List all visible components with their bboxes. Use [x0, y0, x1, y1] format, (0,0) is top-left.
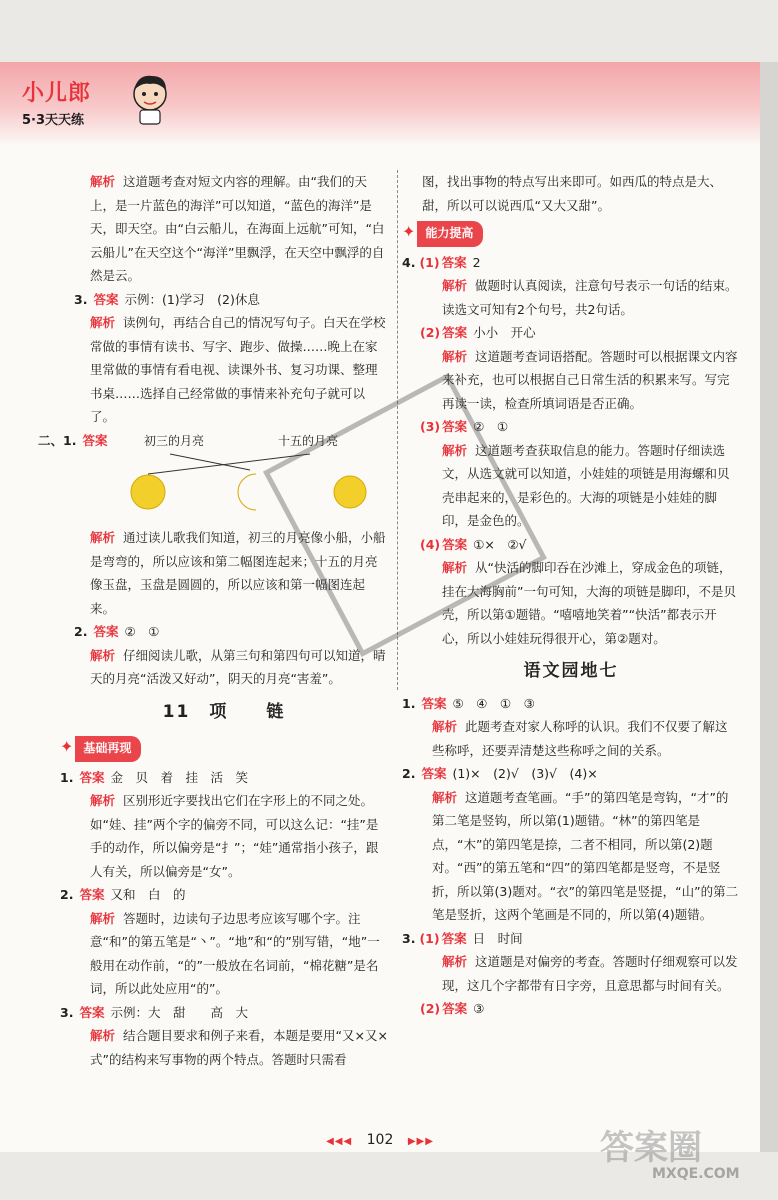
answer-text: 示例：(1)学习 (2)休息: [124, 291, 260, 307]
basic-question-1: [60, 766, 388, 790]
analysis-text: 这道题考查词语搭配。答题时可以根据课文内容来补充，也可以根据自己日常生活的积累来写。写完再读一读，检查所填词语是否正确。: [442, 348, 738, 411]
question-number: 2.: [402, 766, 416, 781]
match-line: [170, 454, 250, 470]
section-badge-ability: [402, 217, 740, 251]
analysis-continuation: 图，找出事物的特点写出来即可。如西瓜的特点是大、甜，所以可以说西瓜“又大又甜”。: [422, 174, 723, 213]
sub-number: (4): [420, 536, 441, 552]
garden-question-3-2: [402, 997, 740, 1021]
sub-number: (2): [420, 325, 441, 340]
analysis-text: 这道题是对偏旁的考查。答题时仔细观察可以发现，这几个字都带有日字旁，且意思都与时间有关。: [442, 954, 738, 993]
star-icon: ✦: [60, 737, 74, 756]
answer-text: ② ①: [473, 419, 509, 434]
arrows-right-icon: ▶▶▶: [407, 1136, 434, 1147]
analysis-block: [402, 950, 740, 997]
ability-question-4-2: [402, 321, 740, 345]
analysis-text: 结合题目要求和例子来看，本题是要用“又×又×式”的结构来写事物的两个特点。答题时只需看: [90, 1028, 388, 1067]
watermark-logo: 答案圈: [600, 1128, 702, 1168]
garden-title: 语文园地七: [523, 661, 619, 681]
basic-question-3: [60, 1001, 388, 1025]
analysis-text: 区别形近字要找出它们在字形上的不同之处。如“娃、挂”两个字的偏旁不同，可以这么记：“挂”是手的动作，所以偏旁是“扌”；“娃”通常指小孩子，跟人有关，所以偏旁是“女”。: [90, 793, 379, 879]
analysis-label: 解析: [90, 647, 116, 663]
answer-label: 答案: [79, 1004, 105, 1020]
answer-text: 小小 开心: [473, 325, 536, 340]
answer-label: 答案: [82, 432, 108, 448]
garden-question-2: [402, 762, 740, 786]
page-number: 102: [366, 1132, 394, 1148]
analysis-label: 解析: [90, 315, 116, 330]
analysis-text: 这道题考查笔画。“手”的第四笔是弯钩，“才”的第二笔是竖钩，所以第(1)题错。“林”的第四笔是点，“木”的第四笔是捺，二者不相同，所以第(2)题对。“西”的第五笔和“四”的第四笔都是竖弯，不是竖折，所以第(3)题对。“衣”的第四笔是竖提，“山”的第二笔是竖折，这两个笔画是不同的，所以第(4)题错。: [432, 789, 739, 922]
watermark-url: MXQE.COM: [652, 1166, 740, 1182]
logo-title: 小儿郎: [22, 81, 92, 106]
answer-text: 又和 白 的: [110, 887, 186, 902]
analysis-label: 解析: [442, 442, 468, 458]
analysis-block: [60, 907, 388, 1001]
analysis-label: 解析: [442, 278, 468, 293]
section-badge-basic: [60, 732, 388, 766]
lesson-title: 11 项 链: [162, 701, 286, 722]
analysis-text: 仔细阅读儿歌，从第三句和第四句可以知道，晴天的月亮“活泼又好动”，阴天的月亮“害羞”。: [90, 647, 386, 686]
analysis-block: [60, 170, 388, 288]
question-number: 3.: [74, 291, 88, 307]
badge-label: 基础再现: [75, 736, 141, 762]
answer-text: ⑤ ④ ① ③: [452, 695, 535, 711]
sub-number: (1): [419, 254, 440, 270]
question-number: 二、1.: [38, 432, 77, 448]
analysis-text: 这道题考查对短文内容的理解。由“我们的天上，是一片蓝色的海洋”可以知道，“蓝色的海洋”是天，即天空。由“白云船儿，在海面上远航”可知，“白云船儿”在天空这个“海洋”里飘浮，在天空中飘浮的自然是云。: [90, 174, 385, 283]
question-number: 3.: [402, 930, 416, 946]
answer-label: 答案: [421, 695, 447, 711]
answer-text: ①× ②√: [473, 536, 527, 552]
question-number: 2.: [60, 887, 74, 902]
analysis-label: 解析: [90, 1028, 116, 1043]
answer-text: 2: [472, 254, 481, 270]
logo-subtitle: 5·3天天练: [22, 113, 85, 128]
brand-logo: [22, 76, 91, 128]
analysis-label: 解析: [90, 530, 116, 545]
analysis-block: [402, 786, 740, 927]
page-edge: [760, 62, 778, 1152]
answer-label: 答案: [442, 325, 468, 340]
analysis-label: 解析: [90, 174, 116, 189]
arrows-left-icon: ◀◀◀: [326, 1136, 353, 1147]
analysis-label: 解析: [442, 560, 468, 575]
answer-label: 答案: [441, 254, 467, 270]
sub-number: (2): [420, 1001, 441, 1016]
analysis-text: 读例句，再结合自己的情况写句子。白天在学校常做的事情有读书、写字、跑步、做操……晚上在家里常做的事情有看电视、读课外书、复习功课、整理书桌……选择自己经常做的事情来补充句子就可以了。: [90, 315, 386, 424]
analysis-label: 解析: [90, 793, 116, 808]
analysis-label: 解析: [90, 910, 116, 926]
badge-label: 能力提高: [417, 221, 483, 247]
garden-question-1: [402, 692, 740, 716]
sub-number: (1): [419, 930, 440, 946]
analysis-text: 答题时，边读句子边思考应该写哪个字。注意“和”的第五笔是“丶”。“地”和“的”别写错，“地”一般用在动作前，“的”一般放在名词前，“棉花糖”是名词，所以此处应用“的”。: [90, 910, 380, 996]
analysis-block: [60, 311, 388, 429]
left-column: [38, 170, 388, 1071]
section-2-question-2: [60, 620, 388, 644]
answer-label: 答案: [421, 766, 447, 781]
question-3: [60, 288, 388, 312]
question-number: 1.: [60, 769, 74, 785]
analysis-block: [60, 789, 388, 883]
question-number: 1.: [402, 695, 416, 711]
analysis-text: 此题考查对家人称呼的认识。我们不仅要了解这些称呼，还要弄清楚这些称呼之间的关系。: [432, 719, 728, 758]
basic-question-2: [60, 883, 388, 907]
answer-label: 答案: [79, 887, 105, 902]
analysis-block: [60, 1024, 388, 1071]
answer-label: 答案: [79, 769, 105, 785]
analysis-text: 这道题考查获取信息的能力。答题时仔细读选文，从选文就可以知道，小娃娃的项链是用海螺和贝壳串起来的，是彩色的。大海的项链是小娃娃的脚印，是金色的。: [442, 442, 730, 528]
ability-question-4-1: [402, 251, 740, 275]
answer-text: ② ①: [124, 624, 160, 639]
sub-number: (3): [420, 419, 441, 434]
answer-label: 答案: [441, 930, 467, 946]
question-number: 4.: [402, 254, 416, 270]
analysis-text: 通过读儿歌我们知道，初三的月亮像小船，小船是弯弯的，所以应该和第二幅图连起来；十五的月亮像玉盘，玉盘是圆圆的，所以应该和第一幅图连起来。: [90, 530, 386, 616]
answer-label: 答案: [442, 536, 468, 552]
answer-text: 日 时间: [472, 930, 523, 946]
header-band: [0, 62, 760, 146]
analysis-label: 解析: [432, 719, 458, 734]
answer-label: 答案: [93, 624, 119, 639]
analysis-block: [60, 644, 388, 691]
answer-text: 金 贝 着 挂 活 笑: [110, 769, 248, 785]
answer-label: 答案: [93, 291, 119, 307]
answer-text: (1)× (2)√ (3)√ (4)×: [452, 766, 598, 781]
question-number: 2.: [74, 624, 88, 639]
analysis-label: 解析: [442, 348, 468, 364]
answer-text: 示例：大 甜 高 大: [110, 1004, 248, 1020]
mascot-icon: [128, 72, 172, 126]
star-icon: ✦: [402, 222, 416, 241]
moon-label-first: 初三的月亮: [144, 434, 205, 448]
analysis-text: 从“快活的脚印吞在沙滩上，穿成金色的项链，挂在大海胸前”一句可知，大海的项链是脚印，不是贝壳，所以第①题错。“嘻嘻地笑着”“快活”都表示开心，所以小娃娃玩得很开心，第②题对。: [442, 560, 736, 646]
moon-label-fifteenth: 十五的月亮: [278, 434, 339, 448]
analysis-text: 做题时认真阅读，注意句号表示一句话的结束。读选文可知有2个句号，共2句话。: [442, 278, 738, 317]
answer-label: 答案: [442, 419, 468, 434]
garden-question-3-1: [402, 927, 740, 951]
analysis-label: 解析: [432, 789, 458, 805]
analysis-label: 解析: [442, 954, 468, 969]
analysis-block: [402, 715, 740, 762]
analysis-block: [402, 274, 740, 321]
question-number: 3.: [60, 1004, 74, 1020]
crescent-moon-icon: [238, 474, 256, 510]
answer-label: 答案: [442, 1001, 468, 1016]
answer-text: ③: [473, 1001, 485, 1016]
full-moon-icon: [131, 475, 165, 509]
